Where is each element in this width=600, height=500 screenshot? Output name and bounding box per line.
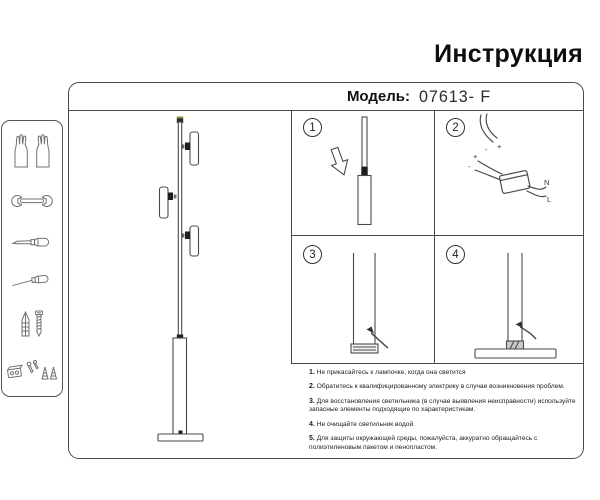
lamp-head-top [190,132,199,165]
anchor-screw-icon [10,308,54,338]
lamp-head-bottom [190,226,199,256]
lamp-figure-area [69,111,291,458]
led-driver-box [499,170,530,193]
step-4-number: 4 [446,245,465,264]
step-2-number: 2 [446,118,465,137]
step-1-number: 1 [303,118,322,137]
safety-notes [309,364,583,457]
step-3-panel [291,235,434,363]
page-title: Инструкция [434,40,583,68]
note-item: 3. Для восстановления светильника (в случае выявления неисправности) используйте запасные элементы подходящие по характеристикам. [309,397,576,414]
polarity-label: + [497,142,502,151]
step-1-diagram [291,111,434,235]
lamp-base [158,434,203,441]
base-plate [351,344,378,353]
note-item: 2. Обратитесь к квалифицированному электрику в случае возникновения проблем. [309,383,565,391]
model-header [69,83,583,111]
wrench-icon [10,189,54,213]
awl-icon [10,270,54,290]
mounting-hardware-icon [5,356,59,384]
floor-lamp-figure [69,111,291,458]
screwdriver-icon [10,231,54,251]
model-label: Модель: [346,88,411,105]
polarity-label: - [468,162,471,171]
step-1-panel [291,111,434,235]
step-3-number: 3 [303,245,322,264]
step-4-panel [434,235,583,363]
note-item: 4. Не очищайте светильник водой. [309,420,415,428]
step-2-diagram [434,111,583,235]
lamp-column [173,338,187,434]
tools-sidebar [1,120,63,397]
lamp-pole [178,122,181,336]
neutral-label: N [544,178,550,187]
note-item: 5. Для защиты окружающей среды, пожалуйста, аккуратно обращайтесь с полиэтиленовым пакетом и пенопластом. [309,435,538,451]
polarity-label: - [485,145,488,154]
gloves-icon [10,131,54,171]
base-plate [475,349,556,358]
note-item: 1. Не прикасайтесь к лампочке, когда она светится [309,369,466,376]
insert-arrow [326,146,352,178]
line-label: L [547,195,552,204]
step-3-diagram [291,235,434,363]
model-box [68,82,584,459]
lamp-top-cap-accent [177,117,183,119]
step-2-panel [434,111,583,235]
model-value: 07613- F [419,86,492,106]
step-4-diagram [434,235,583,363]
lamp-head-middle [160,187,169,218]
polarity-label: + [473,152,478,161]
